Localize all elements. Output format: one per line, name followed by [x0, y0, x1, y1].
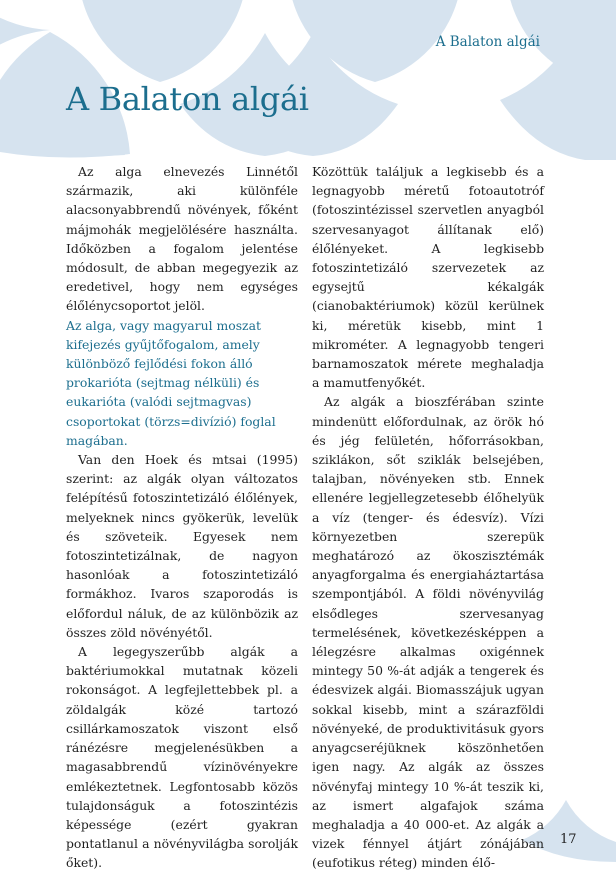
running-head: A Balaton algái: [435, 34, 540, 50]
left-column: [66, 162, 298, 872]
pull-quote: Az alga, vagy magyarul moszat kifejezés gyűjtőfogalom, amely különböző fejlődési fokon álló prokarióta (sejtmag nélküli) és eukarióta (valódi sejtmagvas) csoportokat (törzs=divízió) foglal magában.: [66, 317, 276, 448]
chapter-title: A Balaton algái: [66, 80, 309, 118]
paragraph: Az alga elnevezés Linnétől származik, aki különféle alacsonyabbrendű növények, főként májmohák megjelölésére használta. Időközben a fogalom jelentése módosult, de abban megegyezik az eredetivel, hogy nem egységes élőlénycsoportot jelöl.: [66, 164, 298, 314]
paragraph: Az algák a bioszférában szinte mindenütt előfordulnak, az örök hó és jég felületén, hőforrásokban, sziklákon, sőt sziklák belsejében, talajban, növényeken stb. Ennek ellenére legjellegzetesebb élőhelyük a víz (tenger- és édesvíz). Vízi környezetben szerepük meghatározó az ökoszisztémák anyagforgalma és energiaháztartása szempontjából. A földi növényvilág elsődleges szervesanyag termelésének, következésképpen a lélegzésre alkalmas oxigénnek mintegy 50 %-át adják a tengerek és édesvizek algái. Biomasszájuk ugyan sokkal kisebb, mint a szárazföldi növényeké, de produktivitásuk gyors anyagcseréjüknek köszönhetően igen nagy. Az algák az összes növényfaj mintegy 10 %-át teszik ki, az ismert algafajok száma meghaladja a 40 000-et. Az algák a vizek fénnyel átjárt zónájában (eufotikus réteg) minden élő-: [312, 394, 544, 871]
paragraph: Van den Hoek és mtsai (1995) szerint: az algák olyan változatos felépítésű fotoszintetizáló élőlények, melyeknek nincs gyökerük, levelük és szöveteik. Egyesek nem fotoszintetizálnak, de nagyon hasonlóak a fotoszintetizáló formákhoz. Ivaros szaporodás is előfordul náluk, de az különbözik az összes zöld növényétől.: [66, 452, 298, 640]
right-column: [312, 162, 544, 872]
paragraph: A legegyszerűbb algák a baktériumokkal mutatnak közeli rokonságot. A legfejlettebbek pl. a zöldalgák közé tartozó csillárkamoszatok viszont első ránézésre megjelenésükben a magasabbrendű vízinövényekre emlékeztetnek. Legfontosabb közös tulajdonságuk a fotoszintézis képessége (ezért gyakran pontatlanul a növényvilágba sorolják őket).: [66, 644, 298, 871]
page-number: 17: [560, 832, 577, 847]
background-scale: [80, 0, 245, 82]
paragraph: Közöttük találjuk a legkisebb és a legnagyobb méretű fotoautotróf (fotoszintézissel szervetlen anyagból szervesanyagot állítanak elő) élőlényeket. A legkisebb fotoszintetizáló szervezetek az egysejtű kékalgák (cianobaktériumok) közül kerülnek ki, méretük kisebb, mint 1 mikrométer. A legnagyobb tengeri barnamoszatok mérete meghaladja a mamutfenyőkét.: [312, 164, 544, 391]
